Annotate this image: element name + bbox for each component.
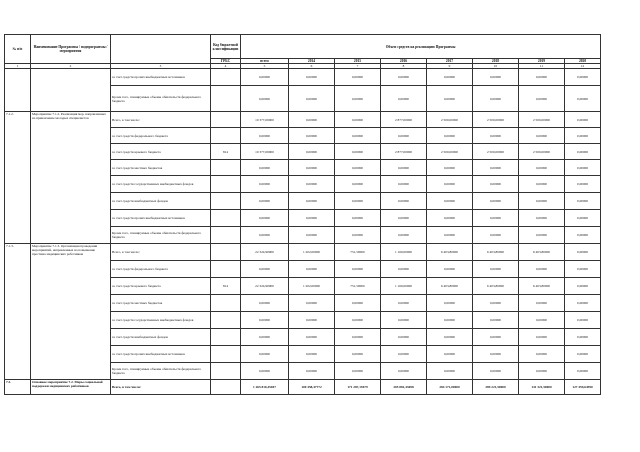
amount-cell: 0,00000	[335, 295, 381, 312]
amount-cell: 0,00000	[565, 295, 601, 312]
amount-cell: 0,00000	[473, 312, 519, 329]
amount-cell: 0,00000	[289, 346, 335, 363]
amount-cell: 141 321,50000	[519, 380, 565, 395]
amount-cell: 0,00000	[427, 86, 473, 112]
funding-source: за счет средств прочих внебюджетных источников	[111, 210, 211, 227]
amount-cell: 0,00000	[565, 128, 601, 144]
amount-cell: 0,00000	[381, 86, 427, 112]
amount-cell: 0,00000	[241, 210, 289, 227]
amount-cell: 0,00000	[289, 329, 335, 346]
funding-source: Всего, в том числе:	[111, 380, 211, 395]
amount-cell: 0,00000	[289, 363, 335, 380]
amount-cell: 0,00000	[519, 346, 565, 363]
amount-cell: 0,00000	[289, 261, 335, 278]
amount-cell: 0,00000	[519, 227, 565, 244]
program-funding-table	[4, 34, 601, 395]
amount-cell: 22 324,90000	[241, 244, 289, 261]
funding-source: за счет средств краевого бюджета	[111, 278, 211, 295]
header-source	[111, 35, 211, 64]
amount-cell: 1 160,00000	[381, 244, 427, 261]
header-budget-code: Код бюджетной классификации	[211, 35, 241, 59]
amount-cell: 0,00000	[473, 69, 519, 86]
amount-cell: 0,00000	[289, 160, 335, 176]
amount-cell: 0,00000	[381, 227, 427, 244]
amount-cell: 0,00000	[519, 160, 565, 176]
amount-cell: 1 160,00000	[381, 278, 427, 295]
amount-cell: 0,00000	[519, 329, 565, 346]
funding-source: за счет средств прочих внебюджетных источников	[111, 346, 211, 363]
amount-cell: 0,00000	[289, 86, 335, 112]
amount-cell: 0,00000	[565, 227, 601, 244]
amount-cell: 0,00000	[427, 176, 473, 193]
grbs-code	[211, 261, 241, 278]
amount-cell: 0,00000	[335, 363, 381, 380]
amount-cell: 1 202,00000	[289, 278, 335, 295]
amount-cell: 0,00000	[241, 363, 289, 380]
amount-cell: 0,00000	[241, 193, 289, 210]
amount-cell: 0,00000	[289, 69, 335, 86]
funding-source: за счет средств внебюджетных фондов	[111, 193, 211, 210]
grbs-code: 814	[211, 278, 241, 295]
grbs-code	[211, 244, 241, 261]
amount-cell: 0,00000	[381, 363, 427, 380]
amount-cell: 0,00000	[381, 160, 427, 176]
header-year: 2020	[565, 59, 601, 64]
amount-cell: 2 500,00000	[427, 112, 473, 128]
amount-cell: 0,00000	[427, 363, 473, 380]
col-index: 1	[5, 64, 31, 69]
amount-cell: 751,50000	[335, 244, 381, 261]
amount-cell: 22 324,90000	[241, 278, 289, 295]
funding-source: за счет средств федерального бюджета	[111, 128, 211, 144]
amount-cell: 0,00000	[241, 176, 289, 193]
funding-source: Всего, в том числе:	[111, 112, 211, 128]
table-row	[5, 244, 601, 261]
amount-cell: 127 459,64590	[565, 380, 601, 395]
funding-source: за счет средств местных бюджетов	[111, 295, 211, 312]
amount-cell: 0,00000	[519, 86, 565, 112]
row-number	[5, 69, 31, 112]
amount-cell: 0,00000	[565, 329, 601, 346]
row-number: 7.1.3.	[5, 244, 31, 380]
header-year: 2015	[335, 59, 381, 64]
amount-cell: 2 500,00000	[519, 112, 565, 128]
amount-cell: 0,00000	[565, 346, 601, 363]
amount-cell: 0,00000	[381, 295, 427, 312]
amount-cell: 0,00000	[241, 86, 289, 112]
amount-cell: 0,00000	[381, 176, 427, 193]
amount-cell: 0,00000	[335, 329, 381, 346]
funding-source: за счет средств федерального бюджета	[111, 261, 211, 278]
amount-cell: 0,00000	[427, 261, 473, 278]
amount-cell: 2 500,00000	[473, 112, 519, 128]
grbs-code	[211, 295, 241, 312]
amount-cell: 0,00000	[335, 176, 381, 193]
amount-cell: 284 171,00000	[427, 380, 473, 395]
amount-cell: 0,00000	[519, 363, 565, 380]
amount-cell: 0,00000	[427, 295, 473, 312]
amount-cell: 0,00000	[335, 112, 381, 128]
amount-cell: 0,00000	[519, 128, 565, 144]
amount-cell: 0,00000	[565, 86, 601, 112]
grbs-code	[211, 363, 241, 380]
amount-cell: 0,00000	[519, 193, 565, 210]
amount-cell: 0,00000	[289, 176, 335, 193]
amount-cell: 2 877,00000	[381, 112, 427, 128]
amount-cell: 0,00000	[427, 128, 473, 144]
amount-cell: 0,00000	[473, 329, 519, 346]
amount-cell: 0,00000	[335, 128, 381, 144]
amount-cell: 0,00000	[241, 227, 289, 244]
funding-source: за счет средств краевого бюджета	[111, 144, 211, 160]
amount-cell: 0,00000	[241, 295, 289, 312]
funding-source: Всего, в том числе:	[111, 244, 211, 261]
amount-cell: 0,00000	[565, 244, 601, 261]
col-index: 9	[427, 64, 473, 69]
grbs-code	[211, 193, 241, 210]
amount-cell: 0,00000	[381, 69, 427, 86]
amount-cell: 0,00000	[565, 312, 601, 329]
amount-cell: 0,00000	[427, 193, 473, 210]
amount-cell: 0,00000	[427, 329, 473, 346]
amount-cell: 0,00000	[565, 278, 601, 295]
amount-cell: 2 500,00000	[519, 144, 565, 160]
amount-cell: 0,00000	[473, 160, 519, 176]
amount-cell: 0,00000	[335, 86, 381, 112]
funding-source: за счет средств внебюджетных фондов	[111, 329, 211, 346]
col-index: 12	[565, 64, 601, 69]
col-index: 2	[31, 64, 111, 69]
amount-cell: 0,00000	[519, 210, 565, 227]
amount-cell: 2 500,00000	[473, 144, 519, 160]
amount-cell: 289 221,50000	[473, 380, 519, 395]
col-index: 7	[335, 64, 381, 69]
amount-cell: 0,00000	[427, 346, 473, 363]
funding-source: за счет средств прочих внебюджетных источников	[111, 69, 211, 86]
amount-cell: 0,00000	[427, 160, 473, 176]
amount-cell: 0,00000	[565, 193, 601, 210]
amount-cell: 100 458,47772	[289, 380, 335, 395]
amount-cell: 0,00000	[565, 144, 601, 160]
funding-source: за счет средств государственных внебюджетных фондов	[111, 176, 211, 193]
amount-cell: 0,00000	[241, 346, 289, 363]
amount-cell: 0,00000	[473, 176, 519, 193]
amount-cell: 0,00000	[473, 210, 519, 227]
header-year: 2017	[427, 59, 473, 64]
amount-cell: 0,00000	[381, 329, 427, 346]
amount-cell: 0,00000	[335, 227, 381, 244]
header-year: 2019	[519, 59, 565, 64]
grbs-code	[211, 86, 241, 112]
header-row-top	[5, 35, 601, 59]
col-index: 8	[381, 64, 427, 69]
amount-cell: 0,00000	[427, 227, 473, 244]
amount-cell: 0,00000	[473, 346, 519, 363]
amount-cell: 0,00000	[289, 210, 335, 227]
measure-name: Основное мероприятие 7.2. Меры социальной поддержки медицинских работников	[31, 380, 111, 395]
funding-source: Кроме того, планируемые объемы обязательств федерального бюджета	[111, 86, 211, 112]
grbs-code	[211, 176, 241, 193]
col-index: 11	[519, 64, 565, 69]
amount-cell: 0,00000	[381, 261, 427, 278]
measure-name: Мероприятие 7.1.2. Реализация мер, направленных на привлечение молодых специалистов	[31, 112, 111, 244]
header-program-name: Наименование Программы / подпрограммы / мероприятия	[31, 35, 111, 64]
amount-cell: 0,00000	[335, 210, 381, 227]
col-index: 10	[473, 64, 519, 69]
funding-source: за счет средств государственных внебюджетных фондов	[111, 312, 211, 329]
amount-cell: 0,00000	[289, 312, 335, 329]
amount-cell: 0,00000	[519, 295, 565, 312]
funding-source: Кроме того, планируемые объемы обязательств федерального бюджета	[111, 363, 211, 380]
amount-cell: 0,00000	[241, 312, 289, 329]
header-funds: Объем средств на реализацию Программы	[241, 35, 601, 59]
amount-cell: 0,00000	[473, 193, 519, 210]
amount-cell: 0,00000	[565, 363, 601, 380]
amount-cell: 0,00000	[473, 128, 519, 144]
measure-name: Мероприятие 7.1.3. Организация проведения мероприятий, направленных на повышение престижа медицинских работников	[31, 244, 111, 380]
amount-cell: 6 403,80000	[519, 244, 565, 261]
table-row	[5, 380, 601, 395]
amount-cell: 0,00000	[241, 128, 289, 144]
amount-cell: 0,00000	[381, 128, 427, 144]
header-num: № п/п	[5, 35, 31, 64]
amount-cell: 0,00000	[565, 112, 601, 128]
amount-cell: 0,00000	[335, 346, 381, 363]
amount-cell: 0,00000	[241, 160, 289, 176]
grbs-code	[211, 210, 241, 227]
grbs-code	[211, 69, 241, 86]
amount-cell: 0,00000	[519, 312, 565, 329]
row-number: 7.1.2.	[5, 112, 31, 244]
header-year: 2018	[473, 59, 519, 64]
amount-cell: 0,00000	[381, 312, 427, 329]
amount-cell: 0,00000	[241, 329, 289, 346]
amount-cell: 0,00000	[519, 176, 565, 193]
amount-cell: 6 403,80000	[473, 244, 519, 261]
amount-cell: 0,00000	[241, 261, 289, 278]
amount-cell: 0,00000	[473, 363, 519, 380]
amount-cell: 0,00000	[565, 210, 601, 227]
amount-cell: 0,00000	[289, 193, 335, 210]
amount-cell: 0,00000	[473, 295, 519, 312]
amount-cell: 0,00000	[565, 176, 601, 193]
amount-cell: 6 403,80000	[519, 278, 565, 295]
amount-cell: 0,00000	[289, 295, 335, 312]
amount-cell: 0,00000	[381, 346, 427, 363]
grbs-code	[211, 227, 241, 244]
amount-cell: 0,00000	[335, 312, 381, 329]
amount-cell: 0,00000	[427, 210, 473, 227]
amount-cell: 205 881,43698	[381, 380, 427, 395]
header-year: 2014	[289, 59, 335, 64]
funding-source: Кроме того, планируемые объемы обязательств федерального бюджета	[111, 227, 211, 244]
amount-cell: 0,00000	[427, 69, 473, 86]
grbs-code	[211, 160, 241, 176]
amount-cell: 6 403,80000	[427, 278, 473, 295]
amount-cell: 751,50000	[335, 278, 381, 295]
amount-cell: 0,00000	[335, 261, 381, 278]
amount-cell: 0,00000	[289, 144, 335, 160]
row-number: 7.2.	[5, 380, 31, 395]
amount-cell: 0,00000	[289, 227, 335, 244]
amount-cell: 0,00000	[565, 69, 601, 86]
amount-cell: 0,00000	[335, 144, 381, 160]
col-index: 5	[241, 64, 289, 69]
amount-cell: 0,00000	[473, 86, 519, 112]
table-row	[5, 69, 601, 86]
col-index: 3	[111, 64, 211, 69]
col-index: 4	[211, 64, 241, 69]
amount-cell: 171 287,19479	[335, 380, 381, 395]
amount-cell: 10 377,00000	[241, 144, 289, 160]
amount-cell: 0,00000	[289, 128, 335, 144]
amount-cell: 6 403,80000	[473, 278, 519, 295]
amount-cell: 0,00000	[335, 160, 381, 176]
amount-cell: 2 877,00000	[381, 144, 427, 160]
amount-cell: 0,00000	[241, 69, 289, 86]
header-year: 2016	[381, 59, 427, 64]
amount-cell: 0,00000	[381, 193, 427, 210]
amount-cell: 1 265 810,45047	[241, 380, 289, 395]
amount-cell: 0,00000	[473, 227, 519, 244]
amount-cell: 0,00000	[335, 193, 381, 210]
grbs-code	[211, 380, 241, 395]
grbs-code: 814	[211, 144, 241, 160]
header-grbs: ГРБС	[211, 59, 241, 64]
grbs-code	[211, 346, 241, 363]
amount-cell: 1 202,00000	[289, 244, 335, 261]
grbs-code	[211, 329, 241, 346]
amount-cell: 0,00000	[473, 261, 519, 278]
amount-cell: 0,00000	[427, 312, 473, 329]
header-year: всего	[241, 59, 289, 64]
amount-cell: 0,00000	[565, 261, 601, 278]
measure-name	[31, 69, 111, 112]
table-row	[5, 112, 601, 128]
amount-cell: 0,00000	[289, 112, 335, 128]
col-index: 6	[289, 64, 335, 69]
amount-cell: 0,00000	[381, 210, 427, 227]
amount-cell: 0,00000	[519, 261, 565, 278]
amount-cell: 0,00000	[565, 160, 601, 176]
amount-cell: 6 403,80000	[427, 244, 473, 261]
amount-cell: 0,00000	[519, 69, 565, 86]
amount-cell: 2 500,00000	[427, 144, 473, 160]
amount-cell: 10 377,00000	[241, 112, 289, 128]
grbs-code	[211, 312, 241, 329]
grbs-code	[211, 128, 241, 144]
amount-cell: 0,00000	[335, 69, 381, 86]
funding-source: за счет средств местных бюджетов	[111, 160, 211, 176]
grbs-code	[211, 112, 241, 128]
